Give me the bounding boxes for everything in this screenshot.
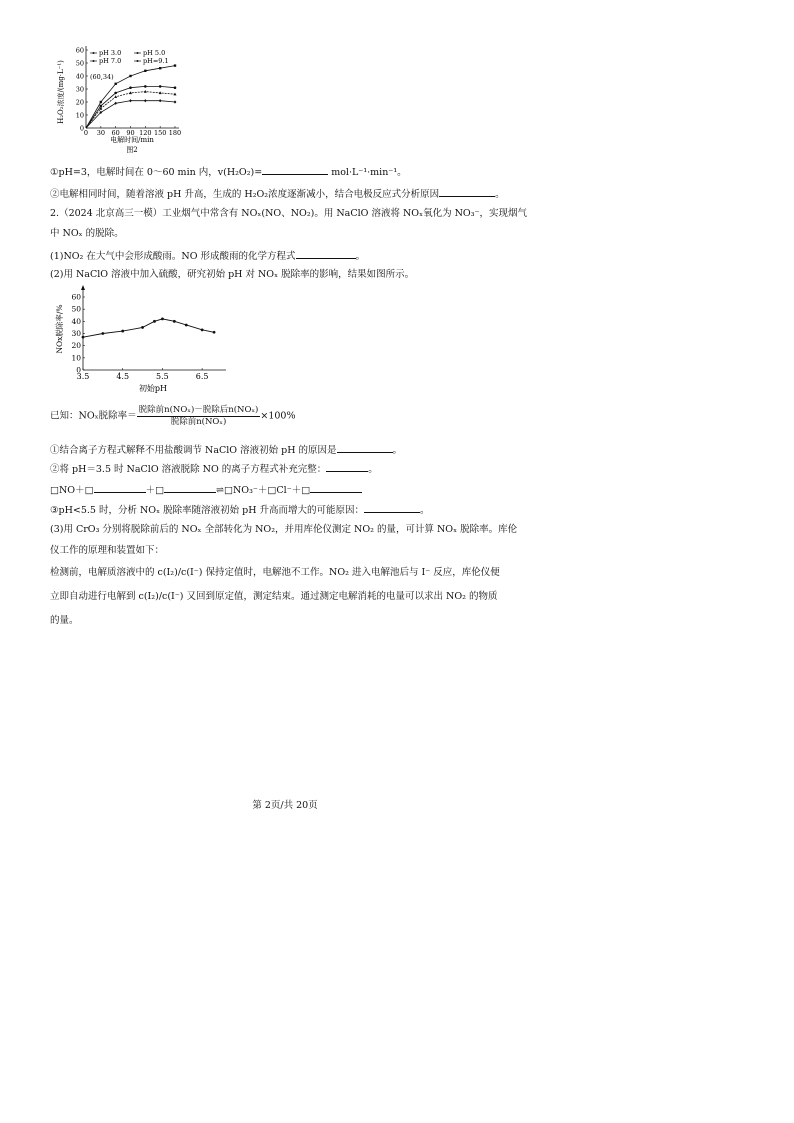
chart1-annotation: (60,34) [90, 73, 114, 81]
q2-sub1 [50, 248, 365, 263]
formula-suffix: ×100% [260, 410, 296, 422]
chart1-point [114, 92, 117, 95]
chart1-xlabel: 电解时间/min [110, 136, 154, 144]
chart1-ytick-label: 40 [75, 72, 84, 81]
chart2-ytick-label: 20 [71, 341, 81, 351]
chart1-point [174, 64, 176, 66]
chart1-point [174, 100, 177, 103]
chart1-xtick-label: 180 [168, 129, 182, 137]
legend-label: pH=9.1 [143, 57, 169, 65]
chart1-xtick-label: 60 [111, 129, 120, 137]
q2-part2 [50, 461, 378, 476]
chart1-ytick-label: 30 [75, 85, 84, 94]
legend-marker [137, 52, 139, 54]
legend-marker [93, 52, 95, 54]
q2-equation [50, 482, 362, 497]
chart1-xtick-label: 120 [139, 129, 152, 137]
chart2-xtick-label: 6.5 [195, 372, 209, 381]
q2-part2-end: 。 [368, 464, 378, 475]
legend-label: pH 5.0 [143, 49, 166, 57]
chart1-point [144, 70, 146, 72]
chart1-legend [90, 49, 169, 65]
q2-sub1-text: (1)NO₂ 在大气中会形成酸雨。NO 形成酸雨的化学方程式 [50, 251, 296, 262]
q1-part2 [50, 186, 505, 201]
page-footer: 第 2页/共 20页 [252, 800, 318, 811]
chart1-ylabel: H₂O₂浓度/(mg·L⁻¹) [57, 60, 65, 124]
chart2-ytick-label: 30 [71, 329, 81, 338]
chart2-point [153, 320, 156, 323]
answer-blank[interactable] [326, 461, 368, 472]
equation-part: ⇌□NO₃⁻＋□Cl⁻＋□ [216, 485, 311, 496]
q1-part1-text: ①pH=3，电解时间在 0～60 min 内，v(H₂O₂)= [50, 167, 263, 178]
chart2-ytick-label: 0 [76, 365, 81, 375]
q1-part1-unit: mol·L⁻¹·min⁻¹。 [328, 167, 407, 178]
q2-part1 [50, 442, 402, 457]
q2-sub3-line2: 仪工作的原理和装置如下： [50, 545, 165, 556]
chart1-caption: 图2 [126, 146, 138, 154]
answer-blank[interactable] [164, 482, 216, 493]
q1-part2-end: 。 [495, 189, 505, 200]
chart1-point [114, 102, 117, 105]
chart1-xtick-label: 0 [83, 129, 89, 137]
legend-marker [93, 60, 95, 62]
chart1-point [144, 85, 147, 88]
formula-numerator: 脱除前n(NOₓ)－脱除后n(NOₓ) [138, 405, 259, 415]
answer-blank[interactable] [262, 164, 328, 175]
chart2-point [213, 331, 216, 334]
chart1-point [129, 99, 132, 102]
q2-sub3-line4: 立即自动进行电解到 c(I₂)/c(I⁻) 又回到原定值，测定结束。通过测定电解消耗的电量可以求出 NO₂ 的物质 [50, 591, 498, 602]
chart1-point [129, 86, 132, 89]
chart1-point [129, 75, 131, 77]
q2-part2-text: ②将 pH＝3.5 时 NaClO 溶液脱除 NO 的离子方程式补充完整： [50, 464, 327, 475]
legend-marker [137, 60, 139, 62]
q2-part3-text: ③pH<5.5 时，分析 NOₓ 脱除率随溶液初始 pH 升高而增大的可能原因： [50, 505, 365, 516]
q2-sub3-line1: (3)用 CrO₃ 分别将脱除前后的 NOₓ 全部转化为 NO₂，并用库伦仪测定 NO₂ 的量，可计算 NOₓ 脱除率。库伦 [50, 524, 518, 535]
q2-intro-line1: 2.（2024 北京高三一模）工业烟气中常含有 NOₓ(NO、NO₂)。用 NaClO 溶液将 NOₓ氧化为 NO₃⁻，实现烟气 [50, 208, 528, 219]
answer-blank[interactable] [337, 442, 393, 453]
q2-known-formula [50, 405, 296, 428]
answer-blank[interactable] [310, 482, 362, 493]
q2-part1-end: 。 [392, 445, 403, 456]
chart2-point [201, 328, 204, 331]
chart1-point [159, 99, 162, 102]
chart1-xtick-label: 30 [96, 129, 105, 137]
chart1-xtick-label: 150 [153, 129, 167, 137]
answer-blank[interactable] [296, 248, 356, 259]
formula-prefix: 已知：NOₓ脱除率＝ [50, 410, 137, 422]
chart1-point [159, 85, 162, 88]
chart1-point [100, 101, 102, 103]
q2-sub1-end: 。 [355, 251, 366, 262]
chart2-y-arrow [81, 285, 85, 290]
q2-part3-end: 。 [420, 505, 430, 516]
formula-denominator: 脱除前n(NOₓ) [170, 417, 227, 427]
legend-label: pH 7.0 [99, 57, 122, 65]
chart1-point [114, 95, 117, 98]
chart1-series-line [86, 92, 175, 128]
chart2-ytick-label: 50 [71, 304, 81, 314]
legend-label: pH 3.0 [99, 49, 122, 57]
chart1-ytick-label: 0 [79, 124, 84, 133]
equation-part: □NO＋□ [50, 485, 94, 496]
chart1-ytick-label: 10 [75, 111, 84, 120]
chart2-ylabel: NOx脱除率/% [55, 304, 64, 354]
chart2-point [161, 318, 164, 321]
chart1-point [129, 91, 132, 94]
chart2-xtick-label: 4.5 [116, 372, 130, 381]
h2o2-concentration-chart [50, 40, 190, 155]
answer-blank[interactable] [364, 502, 420, 513]
q2-sub3-line3: 检测前，电解质溶液中的 c(I₂)/c(I⁻) 保持定值时，电解池不工作。NO₂ 进入电解池后与 I⁻ 反应，库伦仪便 [50, 567, 500, 578]
chart1-ytick-label: 20 [75, 98, 84, 107]
chart2-point [82, 336, 85, 339]
chart2-xtick-label: 3.5 [76, 372, 90, 381]
chart2-ytick-label: 10 [71, 353, 81, 363]
q1-part2-text: ②电解相同时间，随着溶液 pH 升高，生成的 H₂O₂浓度逐渐减小，结合电极反应式分析原因 [50, 189, 440, 200]
formula-fraction [137, 405, 261, 428]
chart2-point [185, 324, 188, 327]
chart1-ytick-label: 50 [75, 59, 84, 68]
q2-part1-text: ①结合离子方程式解释不用盐酸调节 NaClO 溶液初始 pH 的原因是 [50, 445, 337, 456]
chart2-xlabel: 初始pH [138, 384, 168, 393]
q2-sub2: (2)用 NaClO 溶液中加入硫酸，研究初始 pH 对 NOₓ 脱除率的影响，结果如图所示。 [50, 269, 415, 280]
answer-blank[interactable] [94, 482, 146, 493]
chart1-point [174, 86, 177, 89]
chart1-point [100, 105, 103, 108]
q2-intro-line2: 中 NOₓ 的脱除。 [50, 228, 124, 239]
chart2-point [121, 330, 124, 333]
chart2-ytick-label: 40 [71, 316, 81, 326]
chart2-point [101, 332, 104, 335]
nox-removal-chart [50, 285, 230, 395]
q2-sub3-line5: 的量。 [50, 615, 79, 626]
chart1-point [159, 67, 161, 69]
chart1-ytick-label: 60 [75, 46, 84, 55]
chart1-point [144, 99, 147, 102]
chart2-point [141, 326, 144, 329]
chart2-point [173, 320, 176, 323]
chart2-ytick-label: 60 [71, 292, 81, 302]
chart1-xtick-label: 90 [126, 129, 135, 137]
answer-blank[interactable] [439, 186, 495, 197]
q2-part3 [50, 502, 430, 517]
chart1-point [114, 83, 116, 85]
q1-part1 [50, 164, 407, 179]
equation-part: ＋□ [145, 485, 165, 496]
chart2-xtick-label: 5.5 [156, 372, 169, 381]
